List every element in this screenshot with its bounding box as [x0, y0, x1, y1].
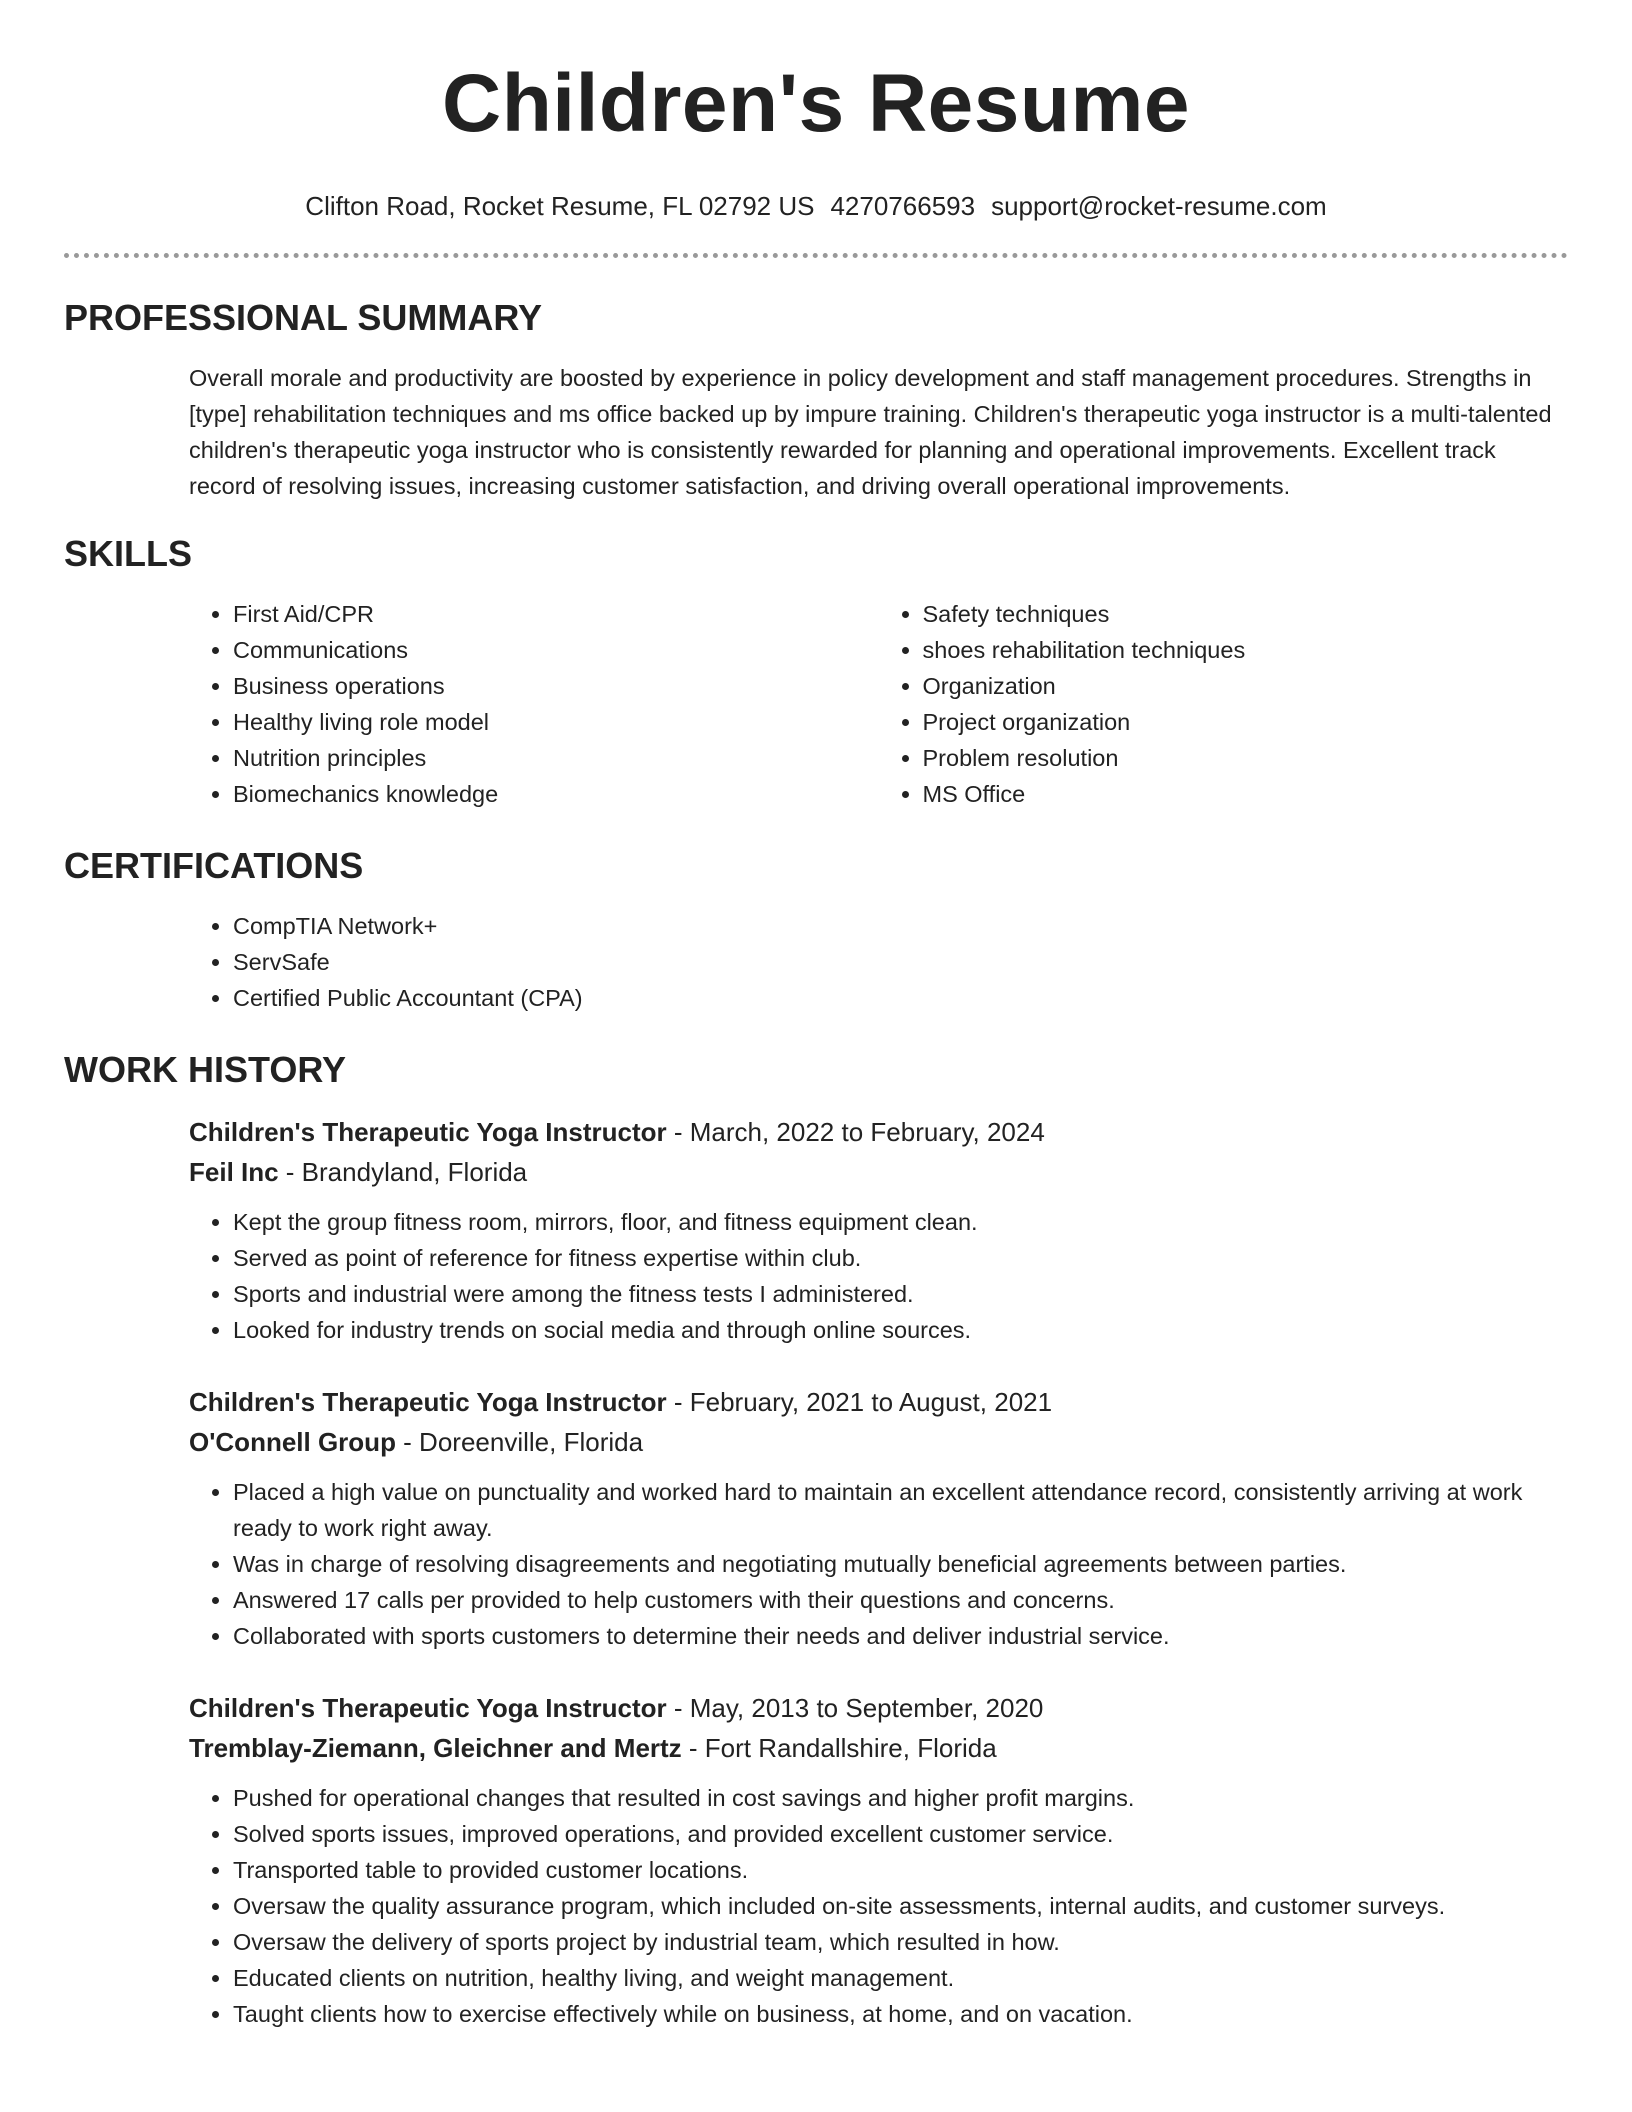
skill-item: • Nutrition principles: [233, 740, 879, 776]
job-entry: [189, 1382, 1568, 1654]
job-company: O'Connell Group: [189, 1427, 396, 1457]
job-bullets: [189, 1780, 1568, 2032]
skill-item: • First Aid/CPR: [233, 596, 879, 632]
job-entry: [189, 1688, 1568, 2032]
certifications-list: [189, 908, 1568, 1016]
job-company: Tremblay-Ziemann, Gleichner and Mertz: [189, 1733, 682, 1763]
job-location: - Fort Randallshire, Florida: [681, 1733, 997, 1763]
job-bullet: • Taught clients how to exercise effectively while on business, at home, and on vacation.: [233, 1996, 1568, 2032]
skill-item: • Healthy living role model: [233, 704, 879, 740]
job-dates: - February, 2021 to August, 2021: [666, 1387, 1053, 1417]
work-history-heading: WORK HISTORY: [64, 1049, 347, 1090]
job-bullet: • Placed a high value on punctuality and worked hard to maintain an excellent attendance record, consistently arriving at work ready to work right away.: [233, 1474, 1568, 1546]
summary-heading: PROFESSIONAL SUMMARY: [64, 297, 543, 338]
job-bullet: • Collaborated with sports customers to determine their needs and deliver industrial service.: [233, 1618, 1568, 1654]
job-bullets: [189, 1204, 1568, 1348]
resume-name: Children's Resume: [442, 58, 1190, 149]
job-bullet: • Was in charge of resolving disagreements and negotiating mutually beneficial agreements between parties.: [233, 1546, 1568, 1582]
job-dates: - May, 2013 to September, 2020: [666, 1693, 1044, 1723]
certifications-block: [189, 908, 1568, 1016]
certification-item: • CompTIA Network+: [233, 908, 1568, 944]
job-location: - Doreenville, Florida: [395, 1427, 644, 1457]
job-bullet: • Kept the group fitness room, mirrors, floor, and fitness equipment clean.: [233, 1204, 1568, 1240]
job-bullet: • Educated clients on nutrition, healthy living, and weight management.: [233, 1960, 1568, 1996]
skills-left-list: [189, 596, 879, 812]
skill-item: • Business operations: [233, 668, 879, 704]
skill-item: • Organization: [923, 668, 1569, 704]
job-title-line: [189, 1112, 1568, 1152]
job-bullet: • Oversaw the delivery of sports project by industrial team, which resulted in how.: [233, 1924, 1568, 1960]
contact-phone: 4270766593: [830, 191, 976, 221]
job-dates: - March, 2022 to February, 2024: [666, 1117, 1045, 1147]
job-bullets: [189, 1474, 1568, 1654]
job-role: Children's Therapeutic Yoga Instructor: [189, 1387, 667, 1417]
skill-item: • MS Office: [923, 776, 1569, 812]
job-bullet: • Pushed for operational changes that resulted in cost savings and higher profit margins.: [233, 1780, 1568, 1816]
skill-item: • Problem resolution: [923, 740, 1569, 776]
job-bullet: • Looked for industry trends on social media and through online sources.: [233, 1312, 1568, 1348]
skills-heading: SKILLS: [64, 533, 193, 574]
job-bullet: • Answered 17 calls per provided to help customers with their questions and concerns.: [233, 1582, 1568, 1618]
skill-item: • Safety techniques: [923, 596, 1569, 632]
job-bullet: • Served as point of reference for fitness expertise within club.: [233, 1240, 1568, 1276]
certifications-heading: CERTIFICATIONS: [64, 845, 364, 886]
job-role: Children's Therapeutic Yoga Instructor: [189, 1117, 667, 1147]
certification-item: • Certified Public Accountant (CPA): [233, 980, 1568, 1016]
job-location: - Brandyland, Florida: [278, 1157, 528, 1187]
job-company-line: [189, 1728, 1568, 1768]
contact-email: support@rocket-resume.com: [991, 191, 1327, 221]
skills-grid: [189, 596, 1568, 812]
skill-item: • Project organization: [923, 704, 1569, 740]
job-bullet: • Transported table to provided customer locations.: [233, 1852, 1568, 1888]
contact-address: Clifton Road, Rocket Resume, FL 02792 US: [305, 191, 815, 221]
job-bullet: • Oversaw the quality assurance program, which included on-site assessments, internal audits, and customer surveys.: [233, 1888, 1568, 1924]
job-company: Feil Inc: [189, 1157, 279, 1187]
header-divider: [64, 253, 1568, 258]
job-company-line: [189, 1422, 1568, 1462]
skills-right-list: [879, 596, 1569, 812]
job-company-line: [189, 1152, 1568, 1192]
certification-item: • ServSafe: [233, 944, 1568, 980]
job-role: Children's Therapeutic Yoga Instructor: [189, 1693, 667, 1723]
summary-text: Overall morale and productivity are boosted by experience in policy development and staff management procedures. Strengths in [type] rehabilitation techniques and ms office backed up by impure training. Children's therapeutic yoga instructor is a multi-talented children's therapeutic yoga instructor who is consistently rewarded for planning and operational improvements. Excellent track record of resolving issues, increasing customer satisfaction, and driving overall operational improvements.: [189, 365, 1552, 499]
job-title-line: [189, 1382, 1568, 1422]
job-bullet: • Sports and industrial were among the fitness tests I administered.: [233, 1276, 1568, 1312]
job-entry: [189, 1112, 1568, 1348]
job-title-line: [189, 1688, 1568, 1728]
contact-line: [64, 190, 1568, 222]
skill-item: • Biomechanics knowledge: [233, 776, 879, 812]
job-bullet: • Solved sports issues, improved operations, and provided excellent customer service.: [233, 1816, 1568, 1852]
skill-item: • shoes rehabilitation techniques: [923, 632, 1569, 668]
skill-item: • Communications: [233, 632, 879, 668]
